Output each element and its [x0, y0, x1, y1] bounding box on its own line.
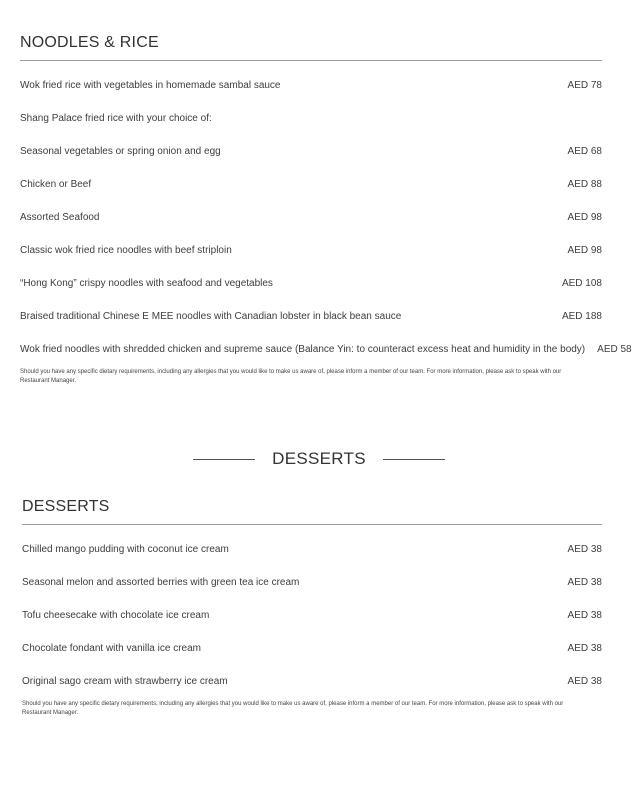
desserts-divider-heading [0, 446, 638, 472]
section-rule [20, 60, 602, 61]
item-name: Shang Palace fried rice with your choice of: [20, 113, 212, 124]
menu-item [22, 566, 602, 599]
divider-title: DESSERTS [272, 449, 366, 468]
menu-item [20, 267, 602, 300]
item-price: AED 188 [561, 311, 602, 322]
noodles-rice-list [20, 69, 632, 366]
item-price: AED 98 [567, 245, 602, 256]
menu-item [20, 168, 602, 201]
menu-item [20, 300, 602, 333]
item-name: Braised traditional Chinese E MEE noodles with Canadian lobster in black bean sauce [20, 311, 402, 322]
item-name: Chicken or Beef [20, 179, 92, 190]
item-price: AED 38 [567, 676, 602, 687]
item-price: AED 38 [567, 643, 602, 654]
divider-line-right [383, 459, 445, 460]
noodles-rice-section [20, 34, 632, 392]
item-name: Tofu cheesecake with chocolate ice cream [22, 610, 210, 621]
item-name: Wok fried noodles with shredded chicken and supreme sauce (Balance Yin: to counteract excess heat and humidity in the body) [20, 344, 586, 355]
item-name: Seasonal melon and assorted berries with green tea ice cream [22, 577, 300, 588]
item-name: Chocolate fondant with vanilla ice cream [22, 643, 201, 654]
menu-item [22, 632, 602, 665]
section-title-noodles-rice: NOODLES & RICE [20, 34, 159, 51]
menu-item [20, 201, 602, 234]
item-name: Original sago cream with strawberry ice cream [22, 676, 228, 687]
dietary-note: Should you have any specific dietary requirements, including any allergies that you would like to make us aware of, please inform a member of our team. For more information, please ask to speak with our Restaurant Manager. [22, 701, 564, 716]
menu-item [20, 135, 602, 168]
divider-line-left [193, 459, 255, 460]
item-price: AED 98 [567, 212, 602, 223]
item-price: AED 108 [561, 278, 602, 289]
item-price: AED 78 [567, 80, 602, 91]
item-price: AED 68 [567, 146, 602, 157]
item-price: AED 88 [567, 179, 602, 190]
item-price: AED 38 [567, 577, 602, 588]
desserts-section [22, 498, 602, 724]
item-name: Wok fried rice with vegetables in homemade sambal sauce [20, 80, 281, 91]
item-price: AED 38 [567, 610, 602, 621]
item-name: “Hong Kong” crispy noodles with seafood and vegetables [20, 278, 273, 289]
menu-item [20, 69, 602, 102]
item-price: AED 38 [567, 544, 602, 555]
item-name: Classic wok fried rice noodles with beef striploin [20, 245, 232, 256]
dietary-note: Should you have any specific dietary requirements, including any allergies that you would like to make us aware of, please inform a member of our team. For more information, please ask to speak with our Restaurant Manager. [20, 369, 562, 384]
menu-item [22, 599, 602, 632]
menu-item [20, 102, 602, 135]
item-name: Assorted Seafood [20, 212, 100, 223]
desserts-list [22, 533, 602, 698]
menu-item [22, 533, 602, 566]
menu-item [22, 665, 602, 698]
item-name: Seasonal vegetables or spring onion and egg [20, 146, 221, 157]
section-rule [22, 524, 602, 525]
item-name: Chilled mango pudding with coconut ice cream [22, 544, 229, 555]
section-title-desserts: DESSERTS [22, 498, 110, 515]
menu-item [20, 333, 632, 366]
menu-item [20, 234, 602, 267]
item-price: AED 58 [597, 344, 632, 355]
